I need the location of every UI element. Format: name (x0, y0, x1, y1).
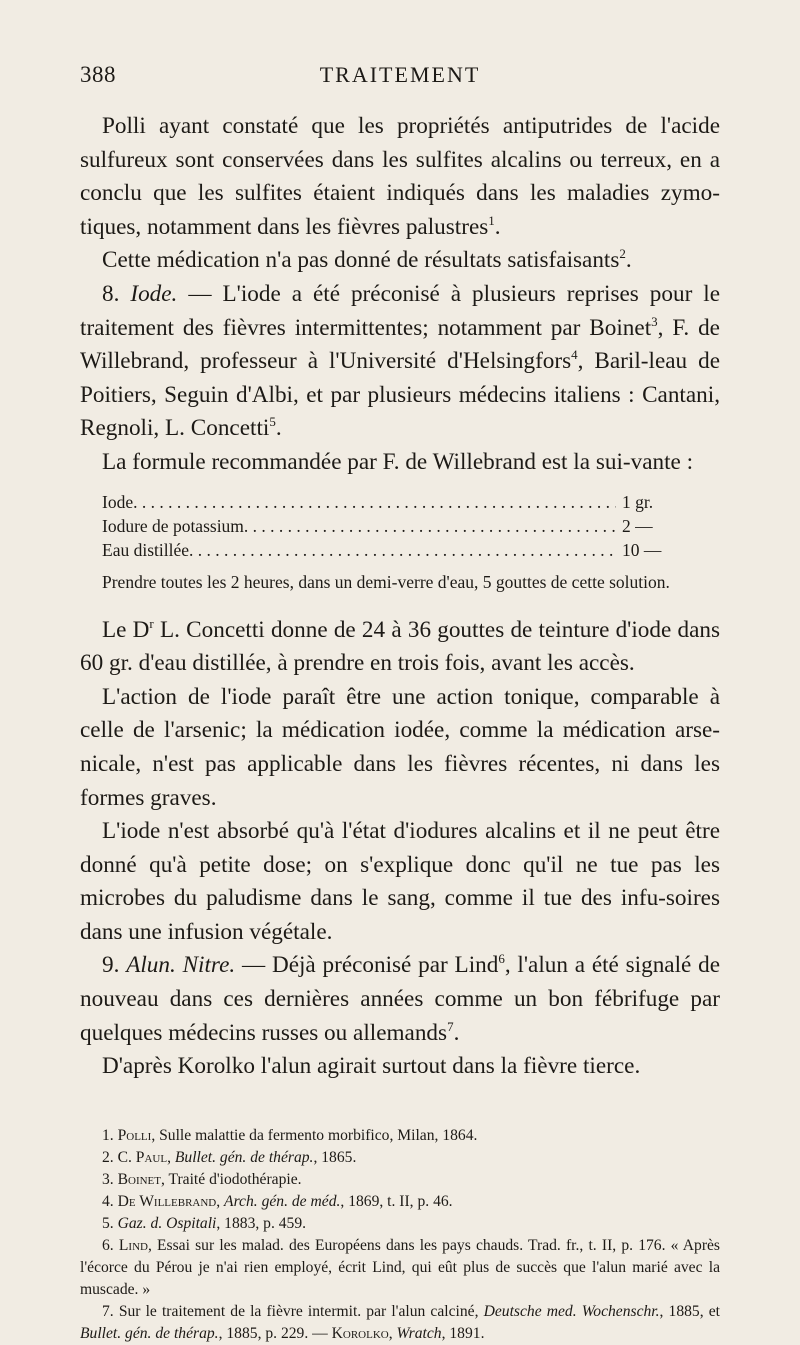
ingredient-name: Eau distillée (102, 539, 189, 560)
formula-row (102, 492, 690, 516)
footnote-7: 7. Sur le traitement de la fièvre intermit. par l'alun calciné, Deutsche med. Wochenschr., 1885, et Bullet. gén. de thérap., 1885, p. 229. — Korolko, Wratch, 1891. (80, 1303, 720, 1342)
footnotes (80, 1125, 720, 1345)
ingredient-name: Iode (102, 491, 134, 512)
formula-instruction: Prendre toutes les 2 heures, dans un demi-verre d'eau, 5 gouttes de cette solution. (102, 571, 670, 592)
footnote-ref-4[interactable]: 4 (571, 347, 578, 363)
paragraph-korolko: D'après Korolko l'alun agirait surtout dans la fièvre tierce. (102, 1053, 641, 1080)
paragraph-alun: 9. Alun. Nitre. — Déjà préconisé par Lind$^6$, l'alun a été signalé de nouveau dans ces dernières années comme un bon fébrifuge par quelques médecins russes ou allemands$^7$. (80, 951, 720, 1046)
formula-row (102, 516, 690, 540)
section-number: 9. (102, 952, 120, 979)
formula-table (102, 492, 690, 564)
footnote-ref-2[interactable]: 2 (619, 246, 626, 262)
footnote-5: 5. Gaz. d. Ospitali, 1883, p. 459. (102, 1215, 307, 1232)
paragraph-polli: Polli ayant constaté que les propriétés antiputrides de l'acide sulfureux sont conservées dans les sulfites alcalins ou terreux, en a conclu que les sulfites étaient indiqués dans les maladies zymo-tiques, notamment dans les fièvres palustres$^1$. (80, 113, 720, 240)
ingredient-quantity: 1 gr. (622, 491, 654, 512)
paragraph-formula-intro: La formule recommandée par F. de Willebrand est la sui-vante : (102, 448, 694, 475)
paragraph-result: Cette médication n'a pas donné de résultats satisfaisants$^2$. (102, 246, 632, 274)
footnote-4: 4. De Willebrand, Arch. gén. de méd., 1869, t. II, p. 46. (102, 1193, 453, 1210)
formula-row (102, 540, 690, 564)
footnote-ref-5[interactable]: 5 (269, 414, 276, 430)
leader-dots (189, 540, 616, 561)
footnote-2: 2. C. Paul, Bullet. gén. de thérap., 1865. (102, 1149, 357, 1166)
leader-dots (133, 492, 616, 513)
main-text (80, 110, 720, 1084)
paragraph-concetti: Le $D^r$ L. Concetti donne de 24 à 36 gouttes de teinture d'iode dans 60 gr. d'eau distillée, à prendre en trois fois, avant les accès. (80, 615, 721, 677)
page-number: 388 (80, 62, 116, 87)
ingredient-quantity: 2 — (622, 515, 653, 536)
page-header (80, 62, 720, 96)
footnote-3: 3. Boinet, Traité d'iodothérapie. (102, 1171, 302, 1188)
footnote-ref-6[interactable]: 6 (498, 951, 505, 967)
footnote-6: 6. Lind, Essai sur les malad. des Européens dans les pays chauds. Trad. fr., t. II, p. 176. « Après l'écorce du Pérou je n'ai rien employé, écrit Lind, qui eût plus de succès que l'alun marié avec la muscade. » (80, 1237, 720, 1298)
paragraph-absorption: L'iode n'est absorbé qu'à l'état d'iodures alcalins et il ne peut être donné qu'à petite dose; on s'explique donc qu'il ne tue pas les microbes du paludisme dans le sang, comme il tue des infu-soires dans une infusion végétale. (80, 818, 720, 945)
section-title-alun: Alun. Nitre. (126, 952, 236, 979)
footnote-ref-1[interactable]: 1 (488, 212, 495, 228)
leader-dots (244, 516, 616, 537)
running-title: TRAITEMENT (319, 62, 481, 87)
footnote-ref-3[interactable]: 3 (651, 313, 658, 329)
ingredient-name: Iodure de potassium (102, 515, 244, 536)
ingredient-quantity: 10 — (622, 539, 662, 560)
paragraph-iode: 8. Iode. — L'iode a été préconisé à plusieurs reprises pour le traitement des fièvres intermittentes; notamment par Boinet$^3$, F. de Willebrand, professeur à l'Université d'Helsingfors$^4$, Baril-leau de Poitiers, Seguin d'Albi, et par plusieurs médecins italiens : Cantani, Regnoli, L. Concetti$^5$. (80, 280, 720, 442)
footnote-ref-7[interactable]: 7 (447, 1018, 454, 1034)
paragraph-action: L'action de l'iode paraît être une action tonique, comparable à celle de l'arsenic; la médication iodée, comme la médication arse-nicale, n'est pas applicable dans les fièvres récentes, ni dans les formes graves. (80, 683, 720, 811)
section-number: 8. (102, 280, 120, 307)
footnote-1: 1. Polli, Sulle malattie da fermento morbifico, Milan, 1864. (102, 1127, 478, 1144)
section-title-iode: Iode. (130, 280, 178, 307)
